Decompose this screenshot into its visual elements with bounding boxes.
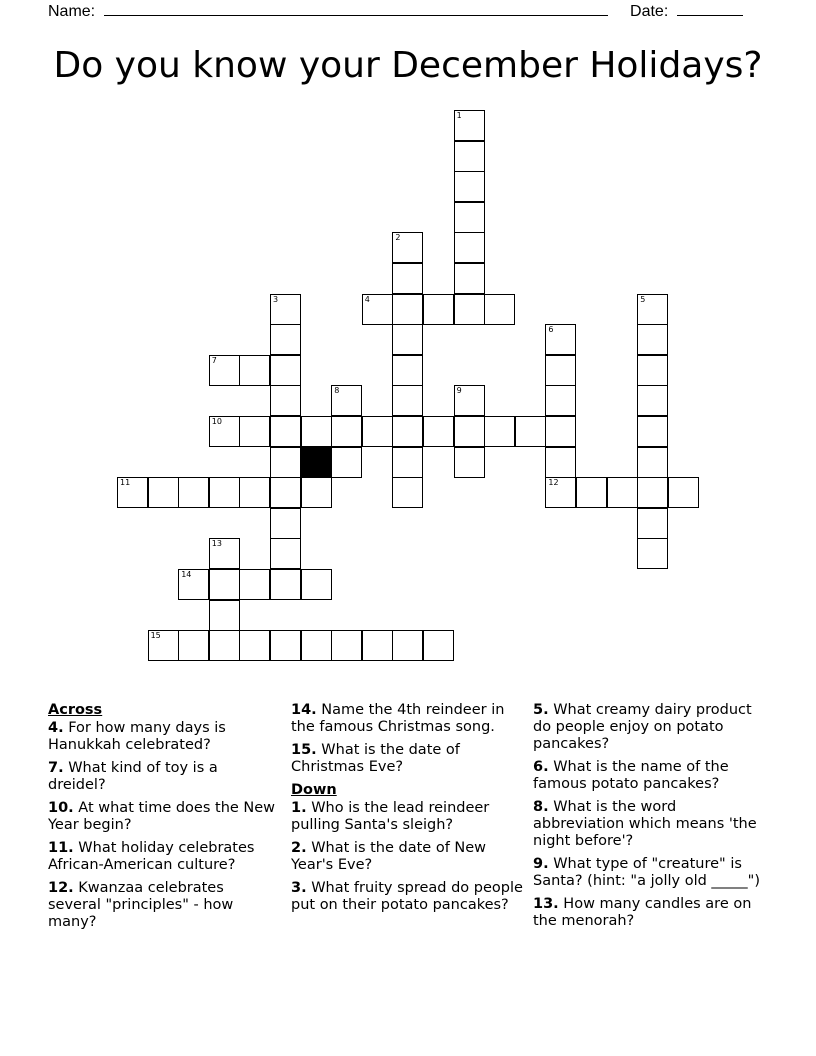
clue-number-label: 10. [48,800,74,816]
down-clues-list-continued [533,702,765,930]
grid-cell[interactable] [301,416,332,447]
grid-cell[interactable] [209,569,240,600]
clue-number-label: 7. [48,760,64,776]
clue-number-label: 2. [291,840,307,856]
clue-number-label: 9. [533,856,549,872]
grid-cell[interactable] [392,447,423,478]
clue-text: Who is the lead reindeer pulling Santa's sleigh? [291,800,490,833]
clue-item [533,799,765,850]
clue-item [291,702,523,736]
grid-cell[interactable] [270,385,301,416]
clue-item [533,759,765,793]
grid-cell[interactable] [270,416,301,447]
grid-cell[interactable] [545,385,576,416]
grid-cell[interactable] [362,630,393,661]
grid-cell[interactable] [301,630,332,661]
grid-cell[interactable] [545,447,576,478]
clue-number: 10 [211,417,222,426]
grid-cell[interactable] [545,324,576,355]
grid-cell[interactable] [239,630,270,661]
grid-cell[interactable] [331,447,362,478]
grid-cell[interactable] [148,477,179,508]
clue-text: What fruity spread do people put on their potato pancakes? [291,880,523,913]
across-heading: Across [48,702,103,718]
grid-cell[interactable] [392,416,423,447]
clue-number-label: 14. [291,702,317,718]
clue-number-label: 8. [533,799,549,815]
clue-text: What is the date of New Year's Eve? [291,840,487,873]
grid-cell[interactable] [392,385,423,416]
grid-cell[interactable] [178,630,209,661]
clue-text: For how many days is Hanukkah celebrated? [48,720,226,753]
grid-cell[interactable] [545,355,576,386]
clue-text: What is the date of Christmas Eve? [291,742,460,775]
grid-cell[interactable] [454,294,485,325]
grid-cell[interactable] [392,324,423,355]
grid-cell[interactable] [392,294,423,325]
clue-item [533,856,765,890]
name-label: Name: [48,3,96,20]
clue-number: 13 [211,539,222,549]
grid-cell[interactable] [270,508,301,539]
clue-number: 11 [120,478,131,488]
grid-cell[interactable] [270,355,301,386]
grid-cell[interactable] [637,477,668,508]
clue-text: What type of "creature" is Santa? (hint: "a jolly old _____") [533,856,761,889]
grid-cell[interactable] [576,477,607,508]
clue-number: 8 [334,386,340,396]
clue-text: What creamy dairy product do people enjoy on potato pancakes? [533,702,752,752]
grid-cell[interactable] [301,477,332,508]
across-clues-list-continued [291,702,523,776]
grid-cell[interactable] [392,477,423,508]
clue-number-label: 3. [291,880,307,896]
grid-cell[interactable] [637,324,668,355]
clue-number: 15 [150,631,161,641]
clue-number-label: 15. [291,742,317,758]
grid-cell[interactable] [392,355,423,386]
grid-cell[interactable] [454,202,485,233]
clue-number: 12 [548,478,559,488]
grid-cell[interactable] [270,447,301,478]
page-title: Do you know your December Holidays? [53,45,763,86]
grid-cell[interactable] [484,294,515,325]
grid-cell[interactable] [362,416,393,447]
grid-cell[interactable] [423,630,454,661]
grid-cell[interactable] [607,477,638,508]
grid-cell[interactable] [454,232,485,263]
clue-column-2 [291,702,523,920]
clue-number: 7 [211,355,217,365]
clue-number-label: 12. [48,880,74,896]
clue-item [48,880,280,931]
clue-number-label: 4. [48,720,64,736]
grid-cell[interactable] [637,385,668,416]
grid-cell[interactable] [270,477,301,508]
clue-item [291,840,523,874]
clue-number: 4 [364,294,370,304]
grid-cell[interactable] [178,477,209,508]
grid-cell[interactable] [270,569,301,600]
clue-text: How many candles are on the menorah? [533,896,752,929]
grid-cell[interactable] [392,630,423,661]
grid-cell[interactable] [668,477,699,508]
clue-item [533,702,765,753]
date-label: Date: [630,3,669,20]
grid-cell[interactable] [270,538,301,569]
down-heading: Down [291,782,337,798]
grid-cell[interactable] [392,232,423,263]
grid-cell[interactable] [270,294,301,325]
clue-item [291,742,523,776]
grid-cell[interactable] [362,294,393,325]
grid-cell[interactable] [637,508,668,539]
grid-cell[interactable] [331,416,362,447]
grid-cell[interactable] [454,385,485,416]
clue-number-label: 13. [533,896,559,912]
clue-column-1 [48,702,280,937]
grid-cell[interactable] [637,355,668,386]
clue-item [48,760,280,794]
grid-cell[interactable] [454,416,485,447]
clue-item [291,880,523,914]
clue-item [48,840,280,874]
grid-cell[interactable] [423,294,454,325]
grid-cell[interactable] [545,477,576,508]
across-clues-list [48,720,280,931]
clue-number-label: 5. [533,702,549,718]
clue-text: What kind of toy is a dreidel? [48,760,218,793]
grid-cell[interactable] [423,416,454,447]
grid-cell[interactable] [331,630,362,661]
clue-text: What holiday celebrates African-American culture? [48,840,255,873]
grid-cell[interactable] [148,630,179,661]
grid-cell[interactable] [209,630,240,661]
black-square [301,447,332,478]
grid-cell[interactable] [454,141,485,172]
clue-number: 6 [548,325,554,335]
grid-cell[interactable] [454,110,485,141]
grid-cell[interactable] [301,569,332,600]
down-clues-list [291,800,523,914]
clue-item [48,720,280,754]
clue-number-label: 1. [291,800,307,816]
clue-text: Kwanzaa celebrates several "principles" - how many? [48,880,234,930]
clue-item [533,896,765,930]
clue-text: Name the 4th reindeer in the famous Christmas song. [291,702,505,735]
grid-cell[interactable] [209,477,240,508]
grid-cell[interactable] [239,569,270,600]
grid-cell[interactable] [331,385,362,416]
grid-cell[interactable] [637,416,668,447]
grid-cell[interactable] [270,324,301,355]
clue-text: At what time does the New Year begin? [48,800,276,833]
grid-cell[interactable] [209,538,240,569]
clue-number: 1 [456,111,462,120]
clue-item [291,800,523,834]
clue-number-label: 6. [533,759,549,775]
grid-cell[interactable] [209,355,240,386]
grid-cell[interactable] [454,171,485,202]
grid-cell[interactable] [392,263,423,294]
grid-cell[interactable] [637,538,668,569]
grid-cell[interactable] [239,477,270,508]
clue-number: 3 [273,294,279,304]
clue-text: What is the name of the famous potato pancakes? [533,759,729,792]
grid-cell[interactable] [178,569,209,600]
clue-number: 9 [456,386,462,396]
grid-cell[interactable] [270,630,301,661]
clue-number: 14 [181,570,192,579]
grid-cell[interactable] [117,477,148,508]
grid-cell[interactable] [454,447,485,478]
clue-number: 2 [395,233,401,243]
grid-cell[interactable] [209,600,240,631]
grid-cell[interactable] [209,416,240,447]
clue-text: What is the word abbreviation which means 'the night before'? [533,799,757,849]
clue-number-label: 11. [48,840,74,856]
clue-item [48,800,280,834]
grid-cell[interactable] [545,416,576,447]
grid-cell[interactable] [637,447,668,478]
grid-cell[interactable] [239,355,270,386]
clue-column-3 [533,702,765,936]
grid-cell[interactable] [454,263,485,294]
clue-number: 5 [640,294,646,304]
grid-cell[interactable] [484,416,515,447]
grid-cell[interactable] [515,416,546,447]
grid-cell[interactable] [637,294,668,325]
grid-cell[interactable] [239,416,270,447]
